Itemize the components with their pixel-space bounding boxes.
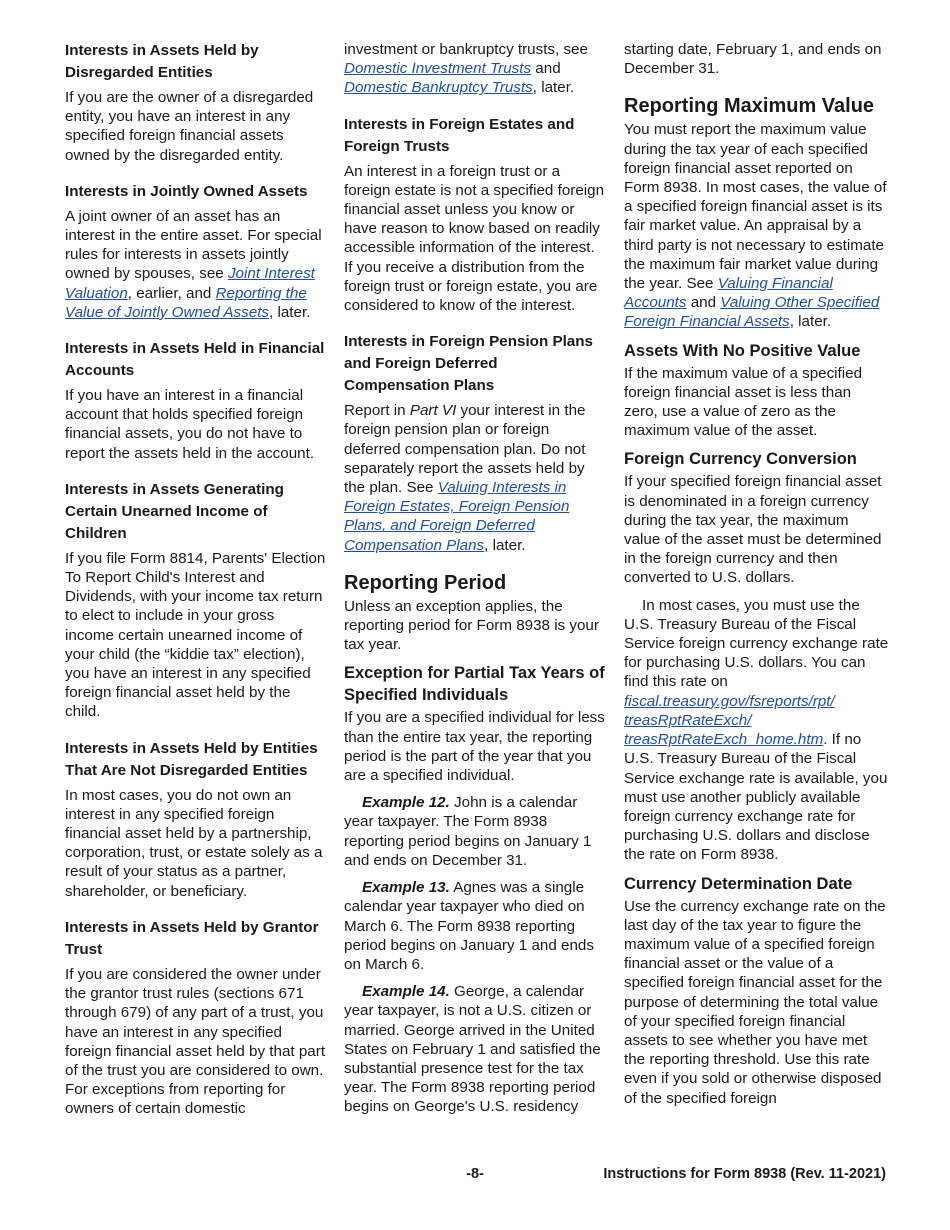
section-heading: Interests in Assets Held by Disregarded Entities [65, 42, 259, 81]
paragraph: In most cases, you do not own an interest in any specified foreign financial asset held by a partnership, corporation, trust, or estate solely as a result of your status as a partner, shareholder, or beneficiary. [65, 786, 323, 900]
paragraph: If your specified foreign financial asset is denominated in a foreign currency during the tax year, the maximum value of the asset must be determined in the foreign currency and then converted to U.S. dollars. [624, 473, 882, 587]
link-joint-interest-valuation[interactable]: Joint Interest Valuation [65, 265, 315, 302]
section-heading: Interests in Assets Held by Entities That Are Not Disregarded Entities [65, 739, 318, 779]
link-valuing-financial-accounts[interactable]: Valuing Financial Accounts [624, 275, 833, 312]
paragraph: Unless an exception applies, the reporting period for Form 8938 is your tax year. [344, 597, 599, 654]
example-paragraph: Example 12. John is a calendar year taxpayer. The Form 8938 reporting period begins on January 1 and ends on December 31. [344, 794, 592, 869]
paragraph: If you file Form 8814, Parents' Election To Report Child's Interest and Dividends, with your income tax return to elect to include in your gross income certain unearned income of your child (the “kiddie tax” election), you have an interest in any specified foreign financial asset held by the child. [65, 549, 326, 721]
link-domestic-bankruptcy-trusts[interactable]: Domestic Bankruptcy Trusts [344, 79, 533, 97]
link-valuing-other-assets[interactable]: Valuing Other Specified Foreign Financial Assets [624, 294, 880, 331]
link-valuing-interests-foreign-estates[interactable]: Valuing Interests in Foreign Estates, Foreign Pension Plans, and Foreign Deferred Compensation Plans [344, 479, 570, 554]
paragraph: If you are a specified individual for less than the entire tax year, the reporting period is the part of the year that you are a specified individual. [344, 709, 605, 785]
section-heading: Interests in Foreign Estates and Foreign Trusts [344, 115, 575, 155]
section-heading: Interests in Foreign Pension Plans and Foreign Deferred Compensation Plans [344, 333, 593, 395]
paragraph: You must report the maximum value during the tax year of each specified foreign financial asset reported on Form 8938. In most cases, the value of a specified foreign financial asset is its fair market value. An appraisal by a third party is not necessary to estimate the maximum fair market value during the year. See Valuing Financial Accounts and Valuing Other Specified Foreign Financial Assets, later. [624, 121, 887, 331]
link-treasury-rate-exchange[interactable]: fiscal.treasury.gov/fsreports/rpt/ treasRptRateExch/ treasRptRateExch_home.htm [624, 692, 835, 749]
paragraph: If you are considered the owner under the grantor trust rules (sections 671 through 679) of any part of a trust, you have an interest in any specified foreign financial asset held by that part of the trust you are considered to own. For exceptions from reporting for owners of certain domestic [65, 965, 326, 1118]
paragraph: A joint owner of an asset has an interest in the entire asset. For special rules for interests in assets jointly owned by spouses, see Joint Interest Valuation, earlier, and Reporting the Value of Jointly Owned Assets, later. [65, 207, 322, 321]
paragraph: If you have an interest in a financial account that holds specified foreign financial assets, you do not have to report the assets held in the account. [65, 387, 315, 462]
link-reporting-jointly-owned-assets[interactable]: Reporting the Value of Jointly Owned Assets [65, 284, 307, 321]
paragraph: In most cases, you must use the U.S. Treasury Bureau of the Fiscal Service foreign currency exchange rate for purchasing U.S. dollars. You can find this rate on fiscal.treasury.gov/fsreports/rpt/ treasRptRateExch/ treasRptRateExch_home.htm. If no U.S. Treasury Bureau of the Fiscal Service exchange rate is available, you must use another publicly available foreign currency exchange rate for purchasing U.S. dollars and disclose the rate on Form 8938. [624, 596, 889, 864]
link-domestic-investment-trusts[interactable]: Domestic Investment Trusts [344, 60, 532, 78]
section-heading: Interests in Jointly Owned Assets [65, 182, 308, 200]
example-paragraph: Example 14. George, a calendar year taxpayer, is not a U.S. citizen or married. George arrived in the United States on February 1 and satisfied the substantial presence test for the tax year. The Form 8938 reporting period begins on George's U.S. residency [344, 983, 601, 1116]
paragraph: If you are the owner of a disregarded entity, you have an interest in any specified foreign financial assets owned by the disregarded entity. [65, 89, 314, 164]
paragraph: Report in Part VI your interest in the foreign pension plan or foreign deferred compensation plan. Do not separately report the assets held by the plan. See Valuing Interests in Foreign Estates, Foreign Pension Plans, and Foreign Deferred Compensation Plans, later. [344, 402, 586, 554]
column-left [65, 40, 327, 1119]
paragraph: investment or bankruptcy trusts, see Domestic Investment Trusts and Domestic Bankruptcy Trusts, later. [344, 41, 588, 97]
paragraph: An interest in a foreign trust or a foreign estate is not a specified foreign financial asset unless you know or have reason to know based on readily accessible information of the interest. If you receive a distribution from the foreign trust or foreign estate, you are considered to know of the interest. [344, 162, 605, 315]
paragraph: If the maximum value of a specified foreign financial asset is less than zero, use a value of zero as the maximum value of the asset. [624, 364, 863, 440]
paragraph: Use the currency exchange rate on the last day of the tax year to figure the maximum value of a specified foreign financial asset or the value of a specified foreign financial asset for the purpose of determining the total value of your specified foreign financial assets to see whether you have met the reporting threshold. Use this rate even if you sold or otherwise disposed of the specified foreign [624, 897, 886, 1107]
section-heading: Interests in Assets Generating Certain Unearned Income of Children [65, 480, 284, 542]
subsection-heading: Currency Determination Date [624, 874, 853, 893]
page-number: -8- [466, 1166, 484, 1182]
document-title: Instructions for Form 8938 (Rev. 11-2021) [603, 1166, 886, 1182]
subsection-heading: Assets With No Positive Value [624, 341, 861, 360]
column-right [624, 40, 889, 1108]
column-middle [344, 40, 606, 1117]
section-heading: Interests in Assets Held in Financial Accounts [65, 340, 325, 380]
paragraph: starting date, February 1, and ends on December 31. [624, 41, 882, 78]
subsection-heading: Foreign Currency Conversion [624, 450, 857, 469]
subsection-heading: Exception for Partial Tax Years of Specified Individuals [344, 664, 605, 705]
major-heading: Reporting Maximum Value [624, 95, 875, 118]
example-paragraph: Example 13. Agnes was a single calendar year taxpayer who died on March 6. The Form 8938 reporting period begins on January 1 and ends on March 6. [344, 879, 594, 973]
section-heading: Interests in Assets Held by Grantor Trust [65, 918, 319, 958]
major-heading: Reporting Period [344, 571, 507, 594]
